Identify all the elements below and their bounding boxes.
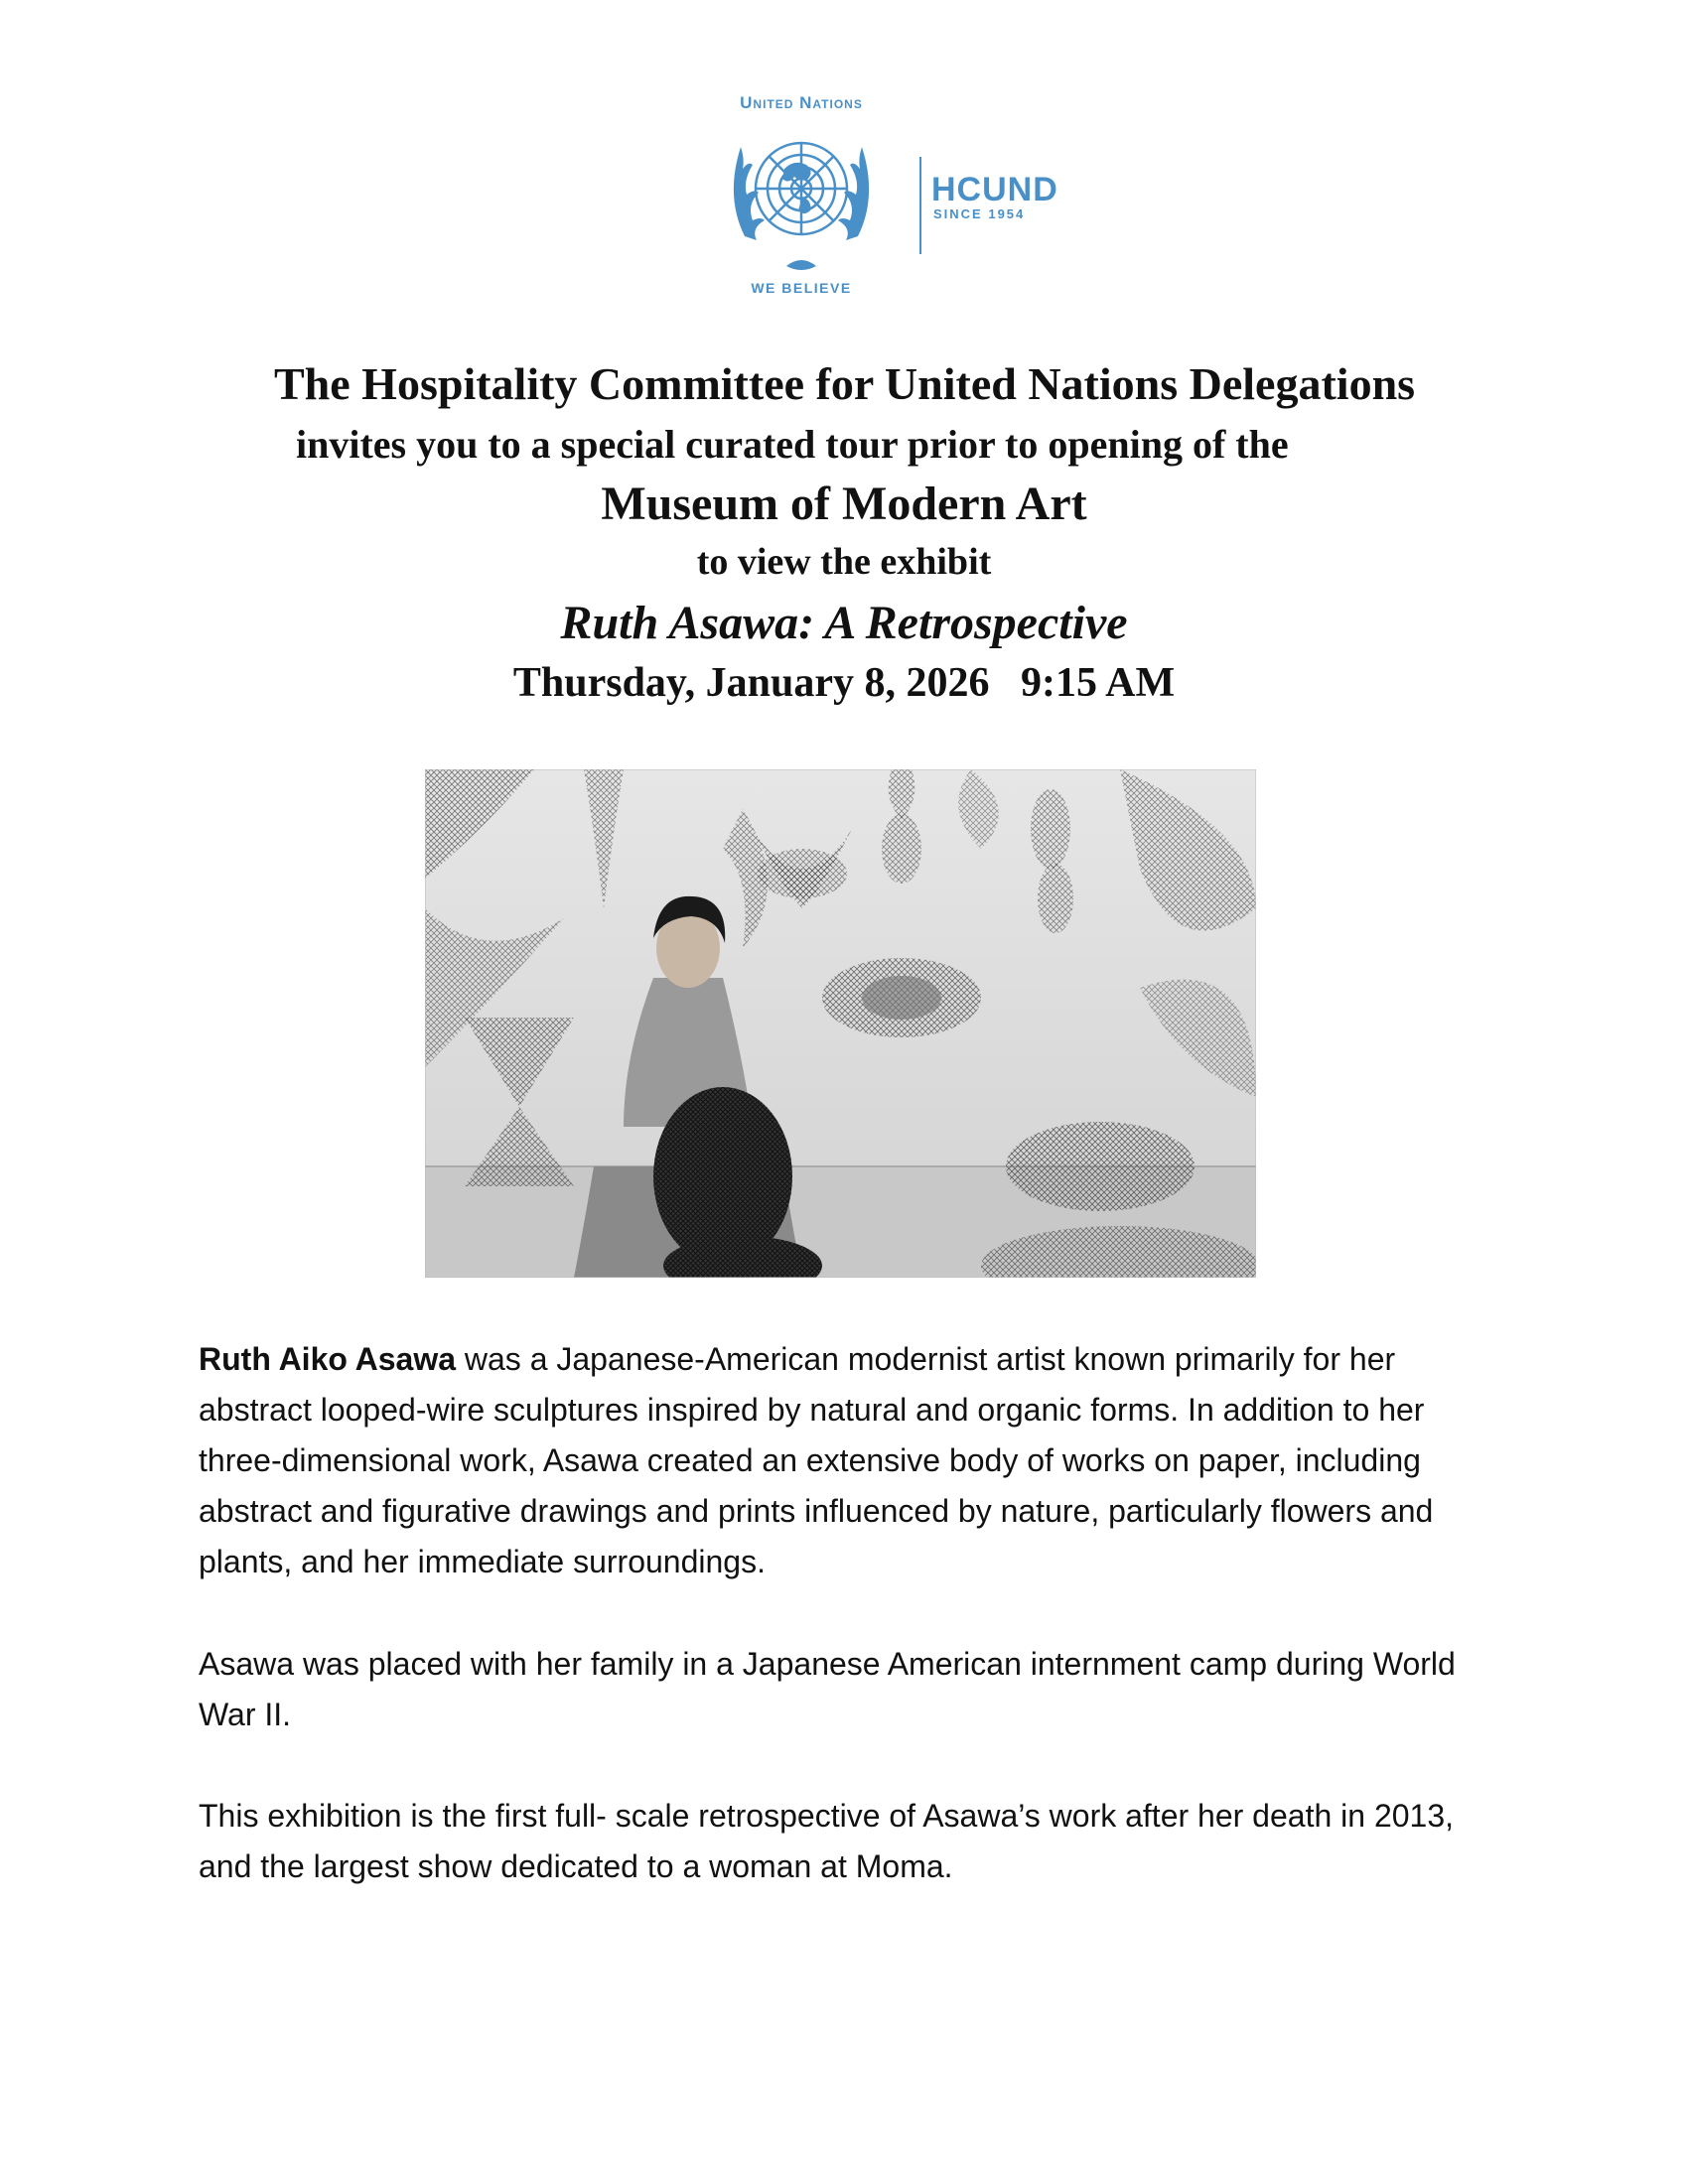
event-date: Thursday, January 8, 2026	[512, 660, 990, 706]
org-name-heading: The Hospitality Committee for United Nations Delegations	[274, 358, 1416, 409]
exhibit-title: Ruth Asawa: A Retrospective	[560, 597, 1128, 649]
un-emblem-icon	[725, 117, 879, 281]
artist-photo	[425, 769, 1256, 1278]
exhibition-paragraph: This exhibition is the first full- scale retrospective of Asawa’s work after her death in 2013, and the largest show dedicated to a woman at Moma.	[199, 1798, 1455, 1884]
invite-line: invites you to a special curated tour prior to opening of the	[296, 422, 1289, 467]
view-exhibit-line: to view the exhibit	[696, 541, 992, 583]
hcund-logo	[695, 89, 1092, 318]
bio-text: was a Japanese-American modernist artist known primarily for her abstract looped-wire sculptures inspired by natural and organic forms. In addition to her three-dimensional work, Asawa created an extensive body of works on paper, including abstract and figurative drawings and prints influenced by nature, particularly flowers and plants, and her immediate surroundings.	[199, 1341, 1434, 1579]
un-logo-bottom-text: WE BELIEVE	[751, 280, 852, 296]
venue-heading: Museum of Modern Art	[601, 478, 1087, 530]
since-year: SINCE 1954	[933, 206, 1026, 221]
hcund-abbreviation: HCUND	[931, 171, 1058, 208]
bio-paragraph	[199, 1334, 1499, 1587]
event-time: 9:15 AM	[1020, 660, 1176, 706]
internment-paragraph: Asawa was placed with her family in a Japanese American internment camp during World War II.	[199, 1646, 1456, 1732]
logo-divider	[919, 157, 921, 254]
un-logo-top-text: United Nations	[740, 93, 863, 112]
event-datetime	[0, 659, 1688, 707]
artist-name: Ruth Aiko Asawa	[199, 1341, 456, 1377]
